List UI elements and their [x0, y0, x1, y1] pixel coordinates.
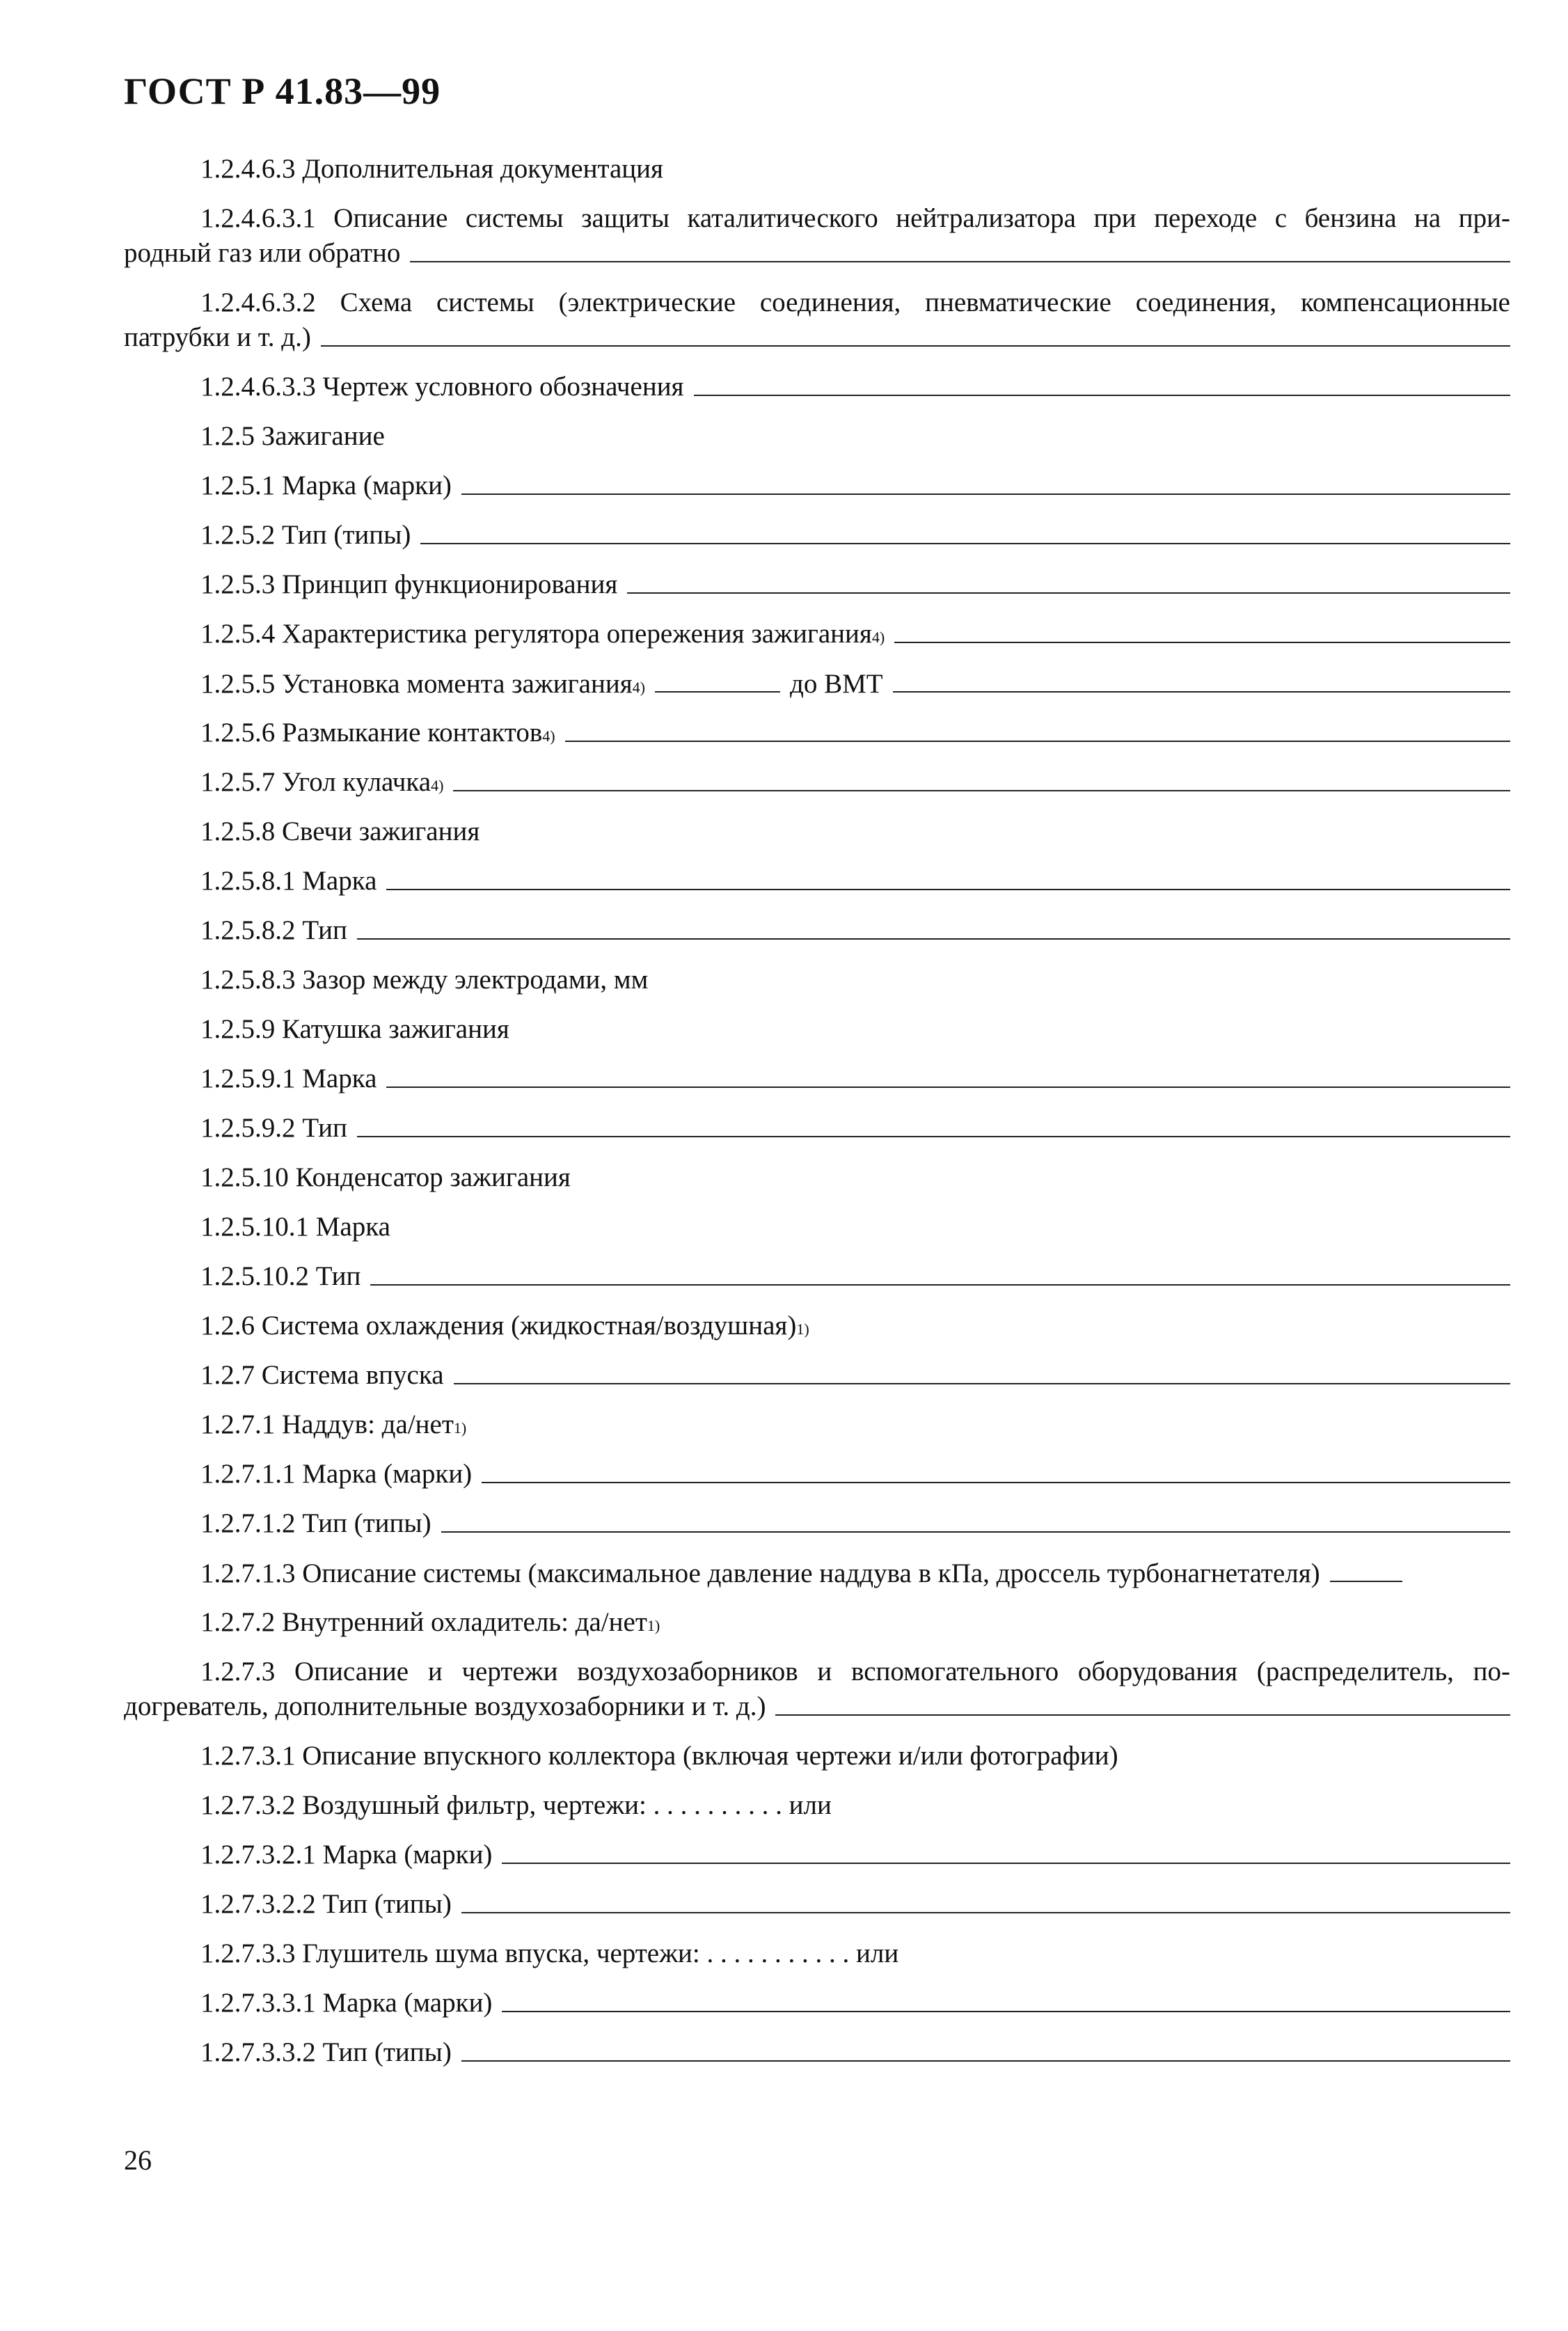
form-item: [124, 1887, 1510, 1936]
form-item: [124, 913, 1510, 963]
item-label: 1.2.7.2 Внутренний охладитель: да/нет: [200, 1607, 647, 1637]
item-label: 1.2.7 Система впуска: [200, 1360, 444, 1390]
blank-line[interactable]: [893, 666, 1510, 693]
blank-line[interactable]: [565, 716, 1510, 742]
form-item: [124, 1457, 1510, 1506]
form-item: [124, 567, 1510, 617]
blank-line[interactable]: [386, 1061, 1510, 1088]
form-item: [124, 201, 1510, 285]
item-label: 1.2.5.10 Конденсатор зажигания: [200, 1162, 571, 1192]
item-label-mid: до ВМТ: [790, 669, 883, 699]
item-label: 1.2.7.3.1 Описание впускного коллектора (включая чертежи и/или фотографии): [200, 1741, 1118, 1771]
item-label: 1.2.7.3.3.1 Марка (марки): [200, 1988, 493, 2018]
blank-line[interactable]: [461, 2035, 1510, 2062]
blank-line[interactable]: [370, 1259, 1510, 1286]
form-item: [124, 1506, 1510, 1556]
blank-line[interactable]: [386, 864, 1510, 890]
item-label: 1.2.7.1.3 Описание системы (максимальное давление наддува в кПа, дроссель турбонагнетателя): [200, 1558, 1320, 1588]
blank-line[interactable]: [321, 320, 1510, 347]
blank-line[interactable]: [453, 765, 1510, 791]
blank-line-short[interactable]: [1330, 1556, 1402, 1582]
item-label: 1.2.5.1 Марка (марки): [200, 471, 452, 500]
blank-line[interactable]: [357, 1111, 1510, 1137]
form-content: [124, 152, 1510, 2085]
form-item: [124, 518, 1510, 567]
form-item: 1.2.5.7 Угол кулачка 4): [124, 765, 1510, 814]
item-label: 1.2.5.9 Катушка зажигания: [200, 1014, 509, 1044]
item-label: 1.2.5.9.2 Тип: [200, 1113, 347, 1143]
item-label-cont: патрубки и т. д.): [124, 322, 311, 352]
item-label: 1.2.5 Зажигание: [200, 421, 385, 451]
blank-line[interactable]: [502, 1838, 1510, 1864]
blank-line[interactable]: [410, 236, 1510, 262]
item-label: 1.2.4.6.3.3 Чертеж условного обозначения: [200, 372, 684, 402]
item-label: 1.2.7.3.2.2 Тип (типы): [200, 1889, 452, 1919]
form-item: [124, 814, 1510, 864]
form-item: [124, 1788, 1510, 1838]
item-label: 1.2.4.6.3.2 Схема системы (электрические соединения, пневматические соединения, компенсационные: [200, 287, 1510, 317]
form-item: [124, 1160, 1510, 1210]
item-label: 1.2.5.10.1 Марка: [200, 1212, 390, 1242]
blank-line[interactable]: [461, 1887, 1510, 1913]
item-label: 1.2.7.3.2 Воздушный фильтр, чертежи: . . . . . . . . . . или: [200, 1790, 832, 1820]
item-label: 1.2.7.3 Описание и чертежи воздухозаборников и вспомогательного оборудования (распределитель, по-: [200, 1657, 1510, 1686]
item-label: 1.2.7.1 Наддув: да/нет: [200, 1409, 454, 1439]
form-item: [124, 1654, 1510, 1739]
blank-line-short[interactable]: [655, 666, 780, 693]
item-label: 1.2.5.10.2 Тип: [200, 1261, 361, 1291]
form-item: [124, 468, 1510, 518]
item-label: 1.2.4.6.3 Дополнительная документация: [200, 154, 663, 184]
item-label: 1.2.5.2 Тип (типы): [200, 520, 411, 550]
blank-line[interactable]: [454, 1358, 1510, 1384]
form-item: [124, 419, 1510, 468]
form-item: [124, 963, 1510, 1012]
blank-line[interactable]: [441, 1506, 1510, 1533]
item-label: 1.2.7.1.2 Тип (типы): [200, 1508, 431, 1538]
form-item: [124, 1556, 1510, 1605]
item-label: 1.2.5.9.1 Марка: [200, 1064, 377, 1093]
form-item: [124, 1259, 1510, 1309]
blank-line[interactable]: [502, 1986, 1510, 2012]
blank-line[interactable]: [461, 468, 1510, 495]
blank-line[interactable]: [894, 617, 1510, 643]
blank-line[interactable]: [357, 913, 1510, 940]
item-label: 1.2.7.3.2.1 Марка (марки): [200, 1840, 493, 1870]
form-item: [124, 2035, 1510, 2085]
form-item: 1.2.7.1 Наддув: да/нет 1): [124, 1407, 1510, 1457]
item-label: 1.2.5.8 Свечи зажигания: [200, 816, 480, 846]
item-label: 1.2.5.3 Принцип функционирования: [200, 569, 618, 599]
item-label-cont: родный газ или обратно: [124, 238, 401, 268]
form-item: [124, 1210, 1510, 1259]
form-item: [124, 1111, 1510, 1160]
form-item: [124, 152, 1510, 201]
item-label: 1.2.7.1.1 Марка (марки): [200, 1459, 473, 1489]
form-item: [124, 1838, 1510, 1887]
form-item: [124, 370, 1510, 419]
form-item: 1.2.7.2 Внутренний охладитель: да/нет 1): [124, 1605, 1510, 1654]
item-label-cont: догреватель, дополнительные воздухозаборники и т. д.): [124, 1691, 766, 1721]
form-item: [124, 1061, 1510, 1111]
item-label: 1.2.5.5 Установка момента зажигания: [200, 669, 633, 699]
blank-line[interactable]: [775, 1689, 1510, 1716]
form-item: [124, 1012, 1510, 1061]
blank-line[interactable]: [627, 567, 1510, 594]
form-item: 1.2.5.6 Размыкание контактов 4): [124, 716, 1510, 765]
form-item: [124, 285, 1510, 370]
item-label: 1.2.7.3.3 Глушитель шума впуска, чертежи: . . . . . . . . . . . или: [200, 1938, 899, 1968]
item-label: 1.2.5.6 Размыкание контактов: [200, 718, 543, 748]
form-item: [124, 1986, 1510, 2035]
form-item: 1.2.6 Система охлаждения (жидкостная/воздушная) 1): [124, 1309, 1510, 1358]
form-item: [124, 1739, 1510, 1788]
item-label: 1.2.5.7 Угол кулачка: [200, 767, 431, 797]
item-label: 1.2.5.8.2 Тип: [200, 915, 347, 945]
item-label: 1.2.4.6.3.1 Описание системы защиты каталитического нейтрализатора при переходе с бензина на при-: [200, 203, 1510, 233]
item-label: 1.2.7.3.3.2 Тип (типы): [200, 2037, 452, 2067]
item-label: 1.2.6 Система охлаждения (жидкостная/воздушная): [200, 1311, 797, 1341]
blank-line[interactable]: [694, 370, 1511, 396]
document-header-title: ГОСТ Р 41.83—99: [124, 70, 441, 112]
item-label: 1.2.5.4 Характеристика регулятора опережения зажигания: [200, 619, 872, 649]
item-label: 1.2.5.8.1 Марка: [200, 866, 377, 896]
page-number: 26: [124, 2144, 152, 2176]
blank-line[interactable]: [482, 1457, 1510, 1483]
item-label: 1.2.5.8.3 Зазор между электродами, мм: [200, 965, 649, 995]
form-item: [124, 864, 1510, 913]
form-item: 1.2.5.5 Установка момента зажигания 4) до ВМТ: [124, 666, 1510, 716]
form-item: 1.2.5.4 Характеристика регулятора опережения зажигания 4): [124, 617, 1510, 666]
form-item: [124, 1358, 1510, 1407]
blank-line[interactable]: [420, 518, 1510, 544]
form-item: [124, 1936, 1510, 1986]
